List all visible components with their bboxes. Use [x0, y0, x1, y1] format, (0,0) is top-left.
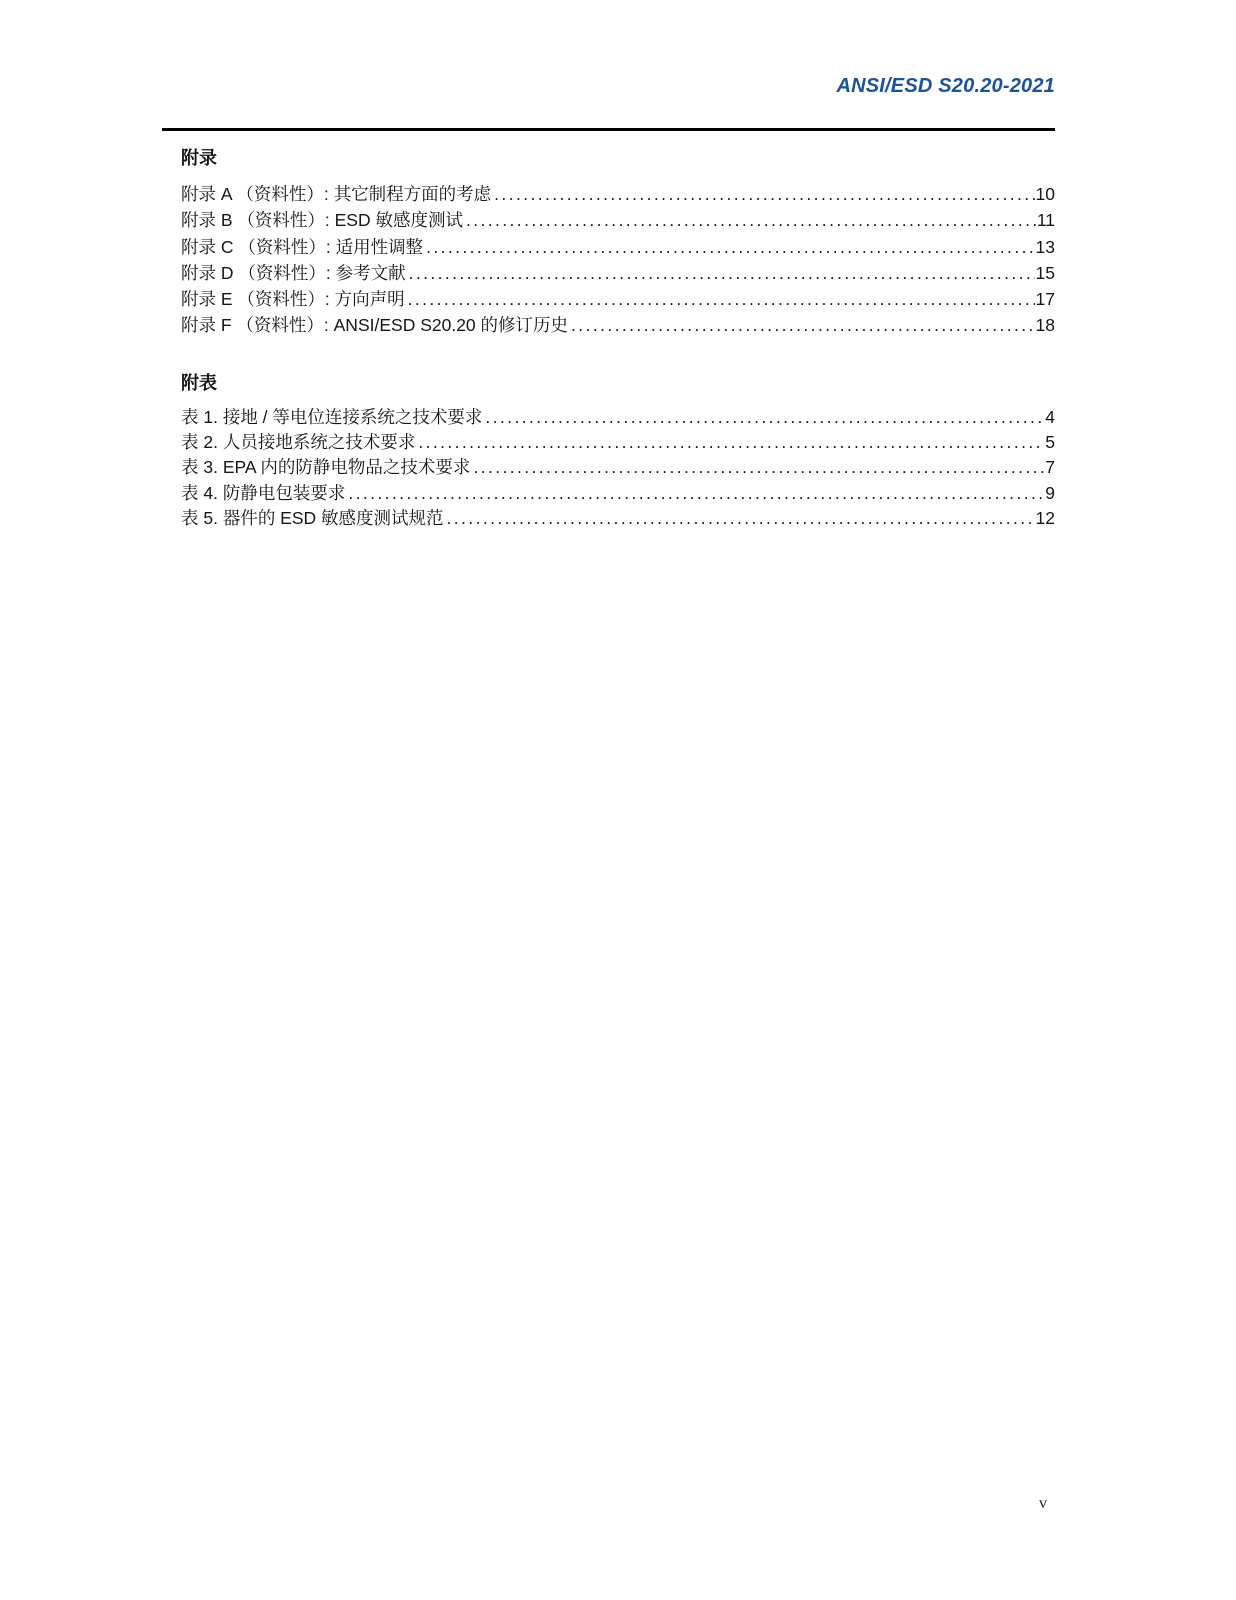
dot-leader: [571, 312, 1035, 338]
tables-heading: 附表: [181, 372, 217, 393]
dot-leader: [473, 455, 1044, 480]
toc-entry-appendix-d: [181, 260, 1055, 286]
toc-entry-table-2: [181, 430, 1055, 455]
toc-entry-page-number: 13: [1035, 236, 1055, 257]
toc-entry-label: 表 4. 防静电包装要求: [181, 482, 346, 503]
dot-leader: [466, 207, 1036, 233]
dot-leader: [348, 481, 1044, 506]
dot-leader: [426, 234, 1034, 260]
dot-leader: [447, 506, 1035, 531]
toc-entry-page-number: 9: [1045, 482, 1055, 503]
appendix-section: [162, 147, 1055, 531]
toc-entry-label: 附录 A （资料性）: 其它制程方面的考虑: [181, 184, 492, 204]
toc-entry-label: 附录 F （资料性）: ANSI/ESD S20.20 的修订历史: [181, 315, 569, 336]
toc-entry-label: 表 2. 人员接地系统之技术要求: [181, 432, 416, 453]
toc-entry-label: 附录 B （资料性）: ESD 敏感度测试: [181, 210, 463, 231]
toc-entry-label: 表 1. 接地 / 等电位连接系统之技术要求: [181, 406, 483, 427]
text-frame: [162, 0, 1055, 1600]
header-rule: [162, 128, 1055, 131]
toc-entry-label: 附录 E （资料性）: 方向声明: [181, 289, 405, 310]
toc-entry-page-number: 15: [1035, 262, 1055, 283]
toc-entry-appendix-e: [181, 286, 1055, 312]
toc-entry-page-number: 12: [1035, 507, 1055, 528]
toc-entry-page-number: 17: [1035, 289, 1055, 310]
toc-entry-page-number: 10: [1035, 184, 1055, 204]
toc-entry-label: 表 3. EPA 内的防静电物品之技术要求: [181, 457, 471, 478]
tables-toc-list: [181, 405, 1055, 531]
toc-entry-table-5: [181, 506, 1055, 531]
dot-leader: [409, 260, 1035, 286]
toc-entry-table-1: [181, 405, 1055, 430]
toc-entry-label: 附录 C （资料性）: 适用性调整: [181, 236, 424, 257]
toc-entry-label: 附录 D （资料性）: 参考文献: [181, 262, 406, 283]
dot-leader: [494, 181, 1034, 207]
dot-leader: [485, 405, 1044, 430]
toc-entry-page-number: 11: [1036, 210, 1055, 231]
document-header-title: ANSI/ESD S20.20-2021: [836, 75, 1055, 97]
toc-entry-appendix-c: [181, 234, 1055, 260]
toc-entry-page-number: 7: [1045, 457, 1055, 478]
dot-leader: [408, 286, 1035, 312]
appendix-heading: 附录: [181, 148, 217, 168]
toc-entry-appendix-a: [181, 181, 1055, 207]
page-number-folio: v: [1039, 1495, 1047, 1512]
toc-entry-page-number: 4: [1045, 406, 1055, 427]
toc-entry-table-3: [181, 455, 1055, 480]
appendix-toc-list: [181, 181, 1055, 339]
toc-entry-label: 表 5. 器件的 ESD 敏感度测试规范: [181, 507, 444, 528]
toc-entry-appendix-b: [181, 207, 1055, 233]
toc-entry-table-4: [181, 481, 1055, 506]
toc-entry-appendix-f: [181, 312, 1055, 338]
toc-entry-page-number: 5: [1045, 432, 1055, 453]
toc-entry-page-number: 18: [1035, 315, 1055, 336]
dot-leader: [418, 430, 1044, 455]
